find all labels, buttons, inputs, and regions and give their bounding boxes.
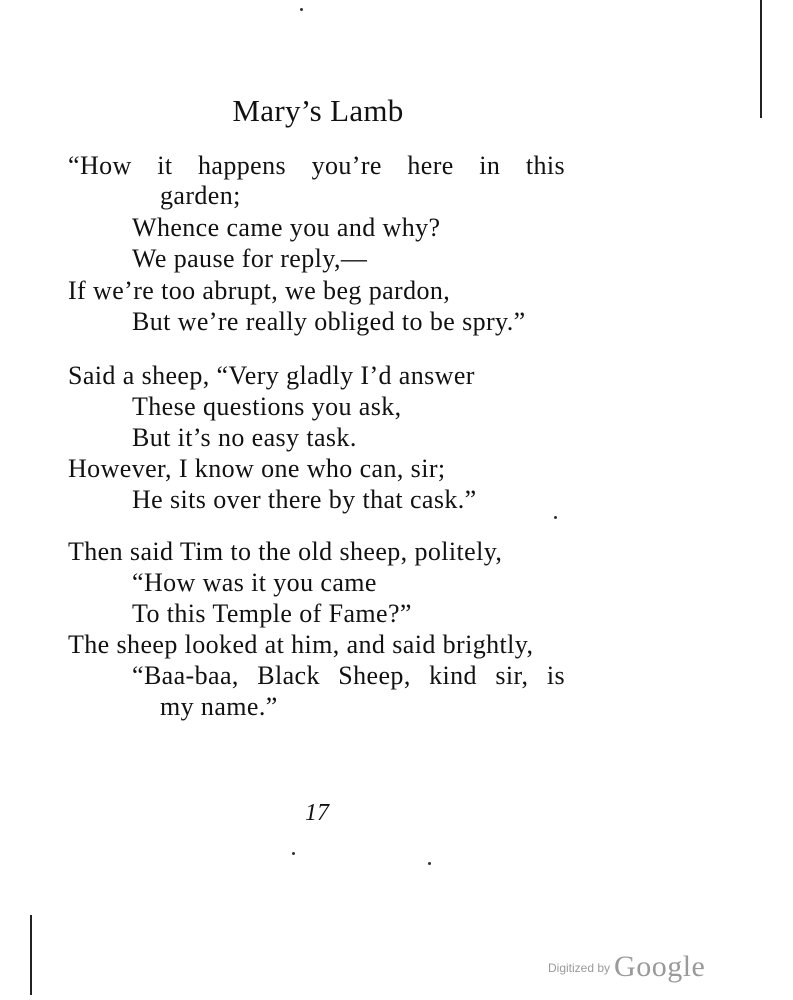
watermark-prefix: Digitized by bbox=[548, 961, 611, 975]
poem-line: If we’re too abrupt, we beg pardon, bbox=[68, 276, 451, 305]
poem-line-text: “How it happens you’re here in this bbox=[68, 151, 565, 180]
scan-speck bbox=[428, 862, 431, 865]
poem-line: These questions you ask, bbox=[132, 392, 402, 421]
scan-edge-line bbox=[760, 0, 762, 118]
poem-line: But we’re really obliged to be spry.” bbox=[132, 307, 526, 336]
poem-line: “How was it you came bbox=[132, 568, 377, 597]
scan-speck bbox=[300, 8, 303, 11]
poem-line: my name.” bbox=[160, 692, 278, 721]
page-number: 17 bbox=[305, 800, 329, 826]
scan-speck bbox=[554, 516, 557, 519]
scan-speck bbox=[292, 852, 295, 855]
poem-line-text: “Baa-baa, Black Sheep, kind sir, is bbox=[132, 661, 565, 690]
poem-line: The sheep looked at him, and said brightly, bbox=[68, 630, 534, 659]
poem-line bbox=[68, 151, 565, 181]
digitized-watermark bbox=[548, 950, 705, 984]
line-text-justified bbox=[68, 151, 565, 181]
scan-edge-line bbox=[30, 915, 32, 995]
poem-line: But it’s no easy task. bbox=[132, 423, 357, 452]
poem-line bbox=[132, 661, 565, 691]
poem-line: Said a sheep, “Very gladly I’d answer bbox=[68, 361, 475, 390]
poem-line: garden; bbox=[160, 181, 241, 210]
google-logo: Google bbox=[614, 950, 706, 983]
poem-line: He sits over there by that cask.” bbox=[132, 485, 477, 514]
poem-line: Then said Tim to the old sheep, politely, bbox=[68, 537, 503, 566]
poem-line: However, I know one who can, sir; bbox=[68, 454, 446, 483]
poem-line: Whence came you and why? bbox=[132, 213, 441, 242]
poem-line: We pause for reply,— bbox=[132, 244, 368, 273]
poem-title: Mary’s Lamb bbox=[232, 93, 404, 128]
poem-line: To this Temple of Fame?” bbox=[132, 599, 412, 628]
